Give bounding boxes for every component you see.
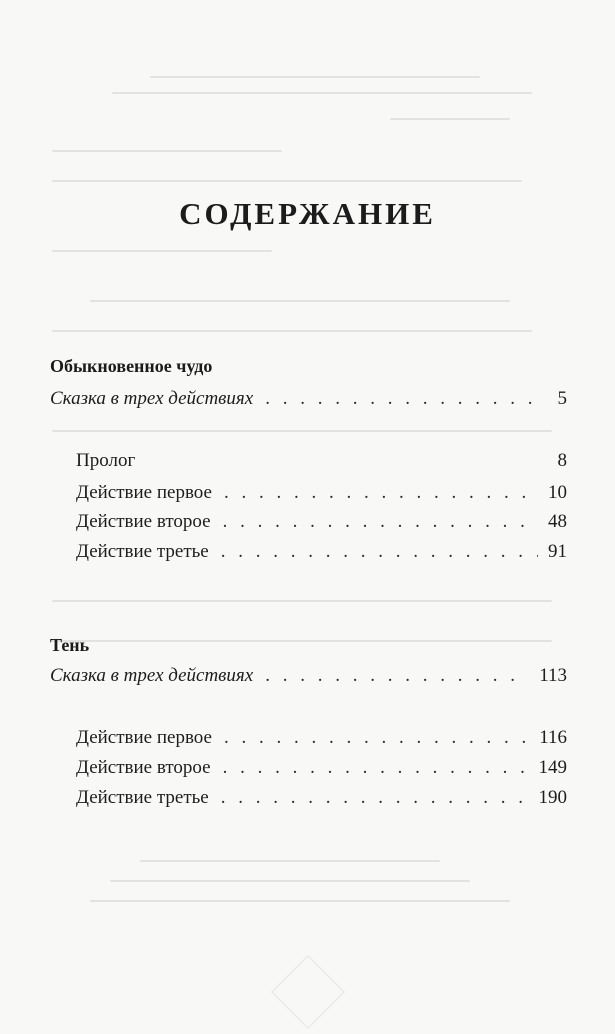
- toc-entry: [76, 541, 567, 563]
- toc-entry: [76, 482, 567, 504]
- bleed-through-line: [52, 150, 282, 152]
- toc-entry-page: 149: [538, 757, 567, 778]
- toc-entry-label: Сказка в трех действиях: [50, 388, 254, 409]
- toc-entry-page: 91: [548, 541, 567, 562]
- page-title: СОДЕРЖАНИЕ: [179, 196, 436, 231]
- toc-entry-page: 48: [548, 511, 567, 532]
- toc-entry: [76, 511, 567, 533]
- toc-entry: [50, 665, 567, 687]
- bleed-through-line: [112, 92, 532, 94]
- bleed-through-line: [110, 880, 470, 882]
- leader-dots: [221, 541, 538, 563]
- toc-entry-label: Действие первое: [76, 482, 212, 503]
- leader-dots: [224, 727, 529, 749]
- section-title: Обыкновенное чудо: [50, 356, 213, 376]
- toc-entry-label: Действие третье: [76, 541, 209, 562]
- bleed-through-line: [52, 180, 522, 182]
- bleed-through-line: [52, 600, 552, 602]
- toc-entry: [76, 450, 567, 472]
- leader-dots: [223, 757, 529, 779]
- leader-dots: [224, 482, 538, 504]
- toc-entry: [50, 388, 567, 410]
- toc-entry-label: Действие второе: [76, 511, 211, 532]
- toc-entry-page: 190: [538, 787, 567, 808]
- toc-entry-page: 116: [539, 727, 567, 748]
- toc-entry: [76, 727, 567, 749]
- bleed-through-line: [150, 76, 480, 78]
- bleed-through-line: [52, 640, 552, 642]
- toc-entry: [76, 757, 567, 779]
- toc-entry-page: 8: [557, 450, 567, 471]
- toc-entry: [76, 787, 567, 809]
- toc-entry-label: Пролог: [76, 450, 136, 471]
- bleed-through-line: [140, 860, 440, 862]
- section-title: Тень: [50, 635, 90, 655]
- toc-entry-page: 113: [539, 665, 567, 686]
- toc-entry-label: Сказка в трех действиях: [50, 665, 254, 686]
- leader-dots: [221, 787, 529, 809]
- toc-entry-label: Действие первое: [76, 727, 212, 748]
- toc-entry-page: 5: [557, 388, 567, 409]
- bleed-through-line: [52, 330, 532, 332]
- toc-entry-label: Действие второе: [76, 757, 211, 778]
- bleed-through-line: [90, 900, 510, 902]
- leader-dots: [265, 388, 545, 410]
- toc-entry-label: Действие третье: [76, 787, 209, 808]
- bleed-through-line: [52, 430, 552, 432]
- bleed-through-line: [52, 250, 272, 252]
- bleed-through-seal: [271, 955, 345, 1029]
- leader-dots: [223, 511, 538, 533]
- toc-entry-page: 10: [548, 482, 567, 503]
- leader-dots: [265, 665, 529, 687]
- bleed-through-line: [390, 118, 510, 120]
- bleed-through-line: [90, 300, 510, 302]
